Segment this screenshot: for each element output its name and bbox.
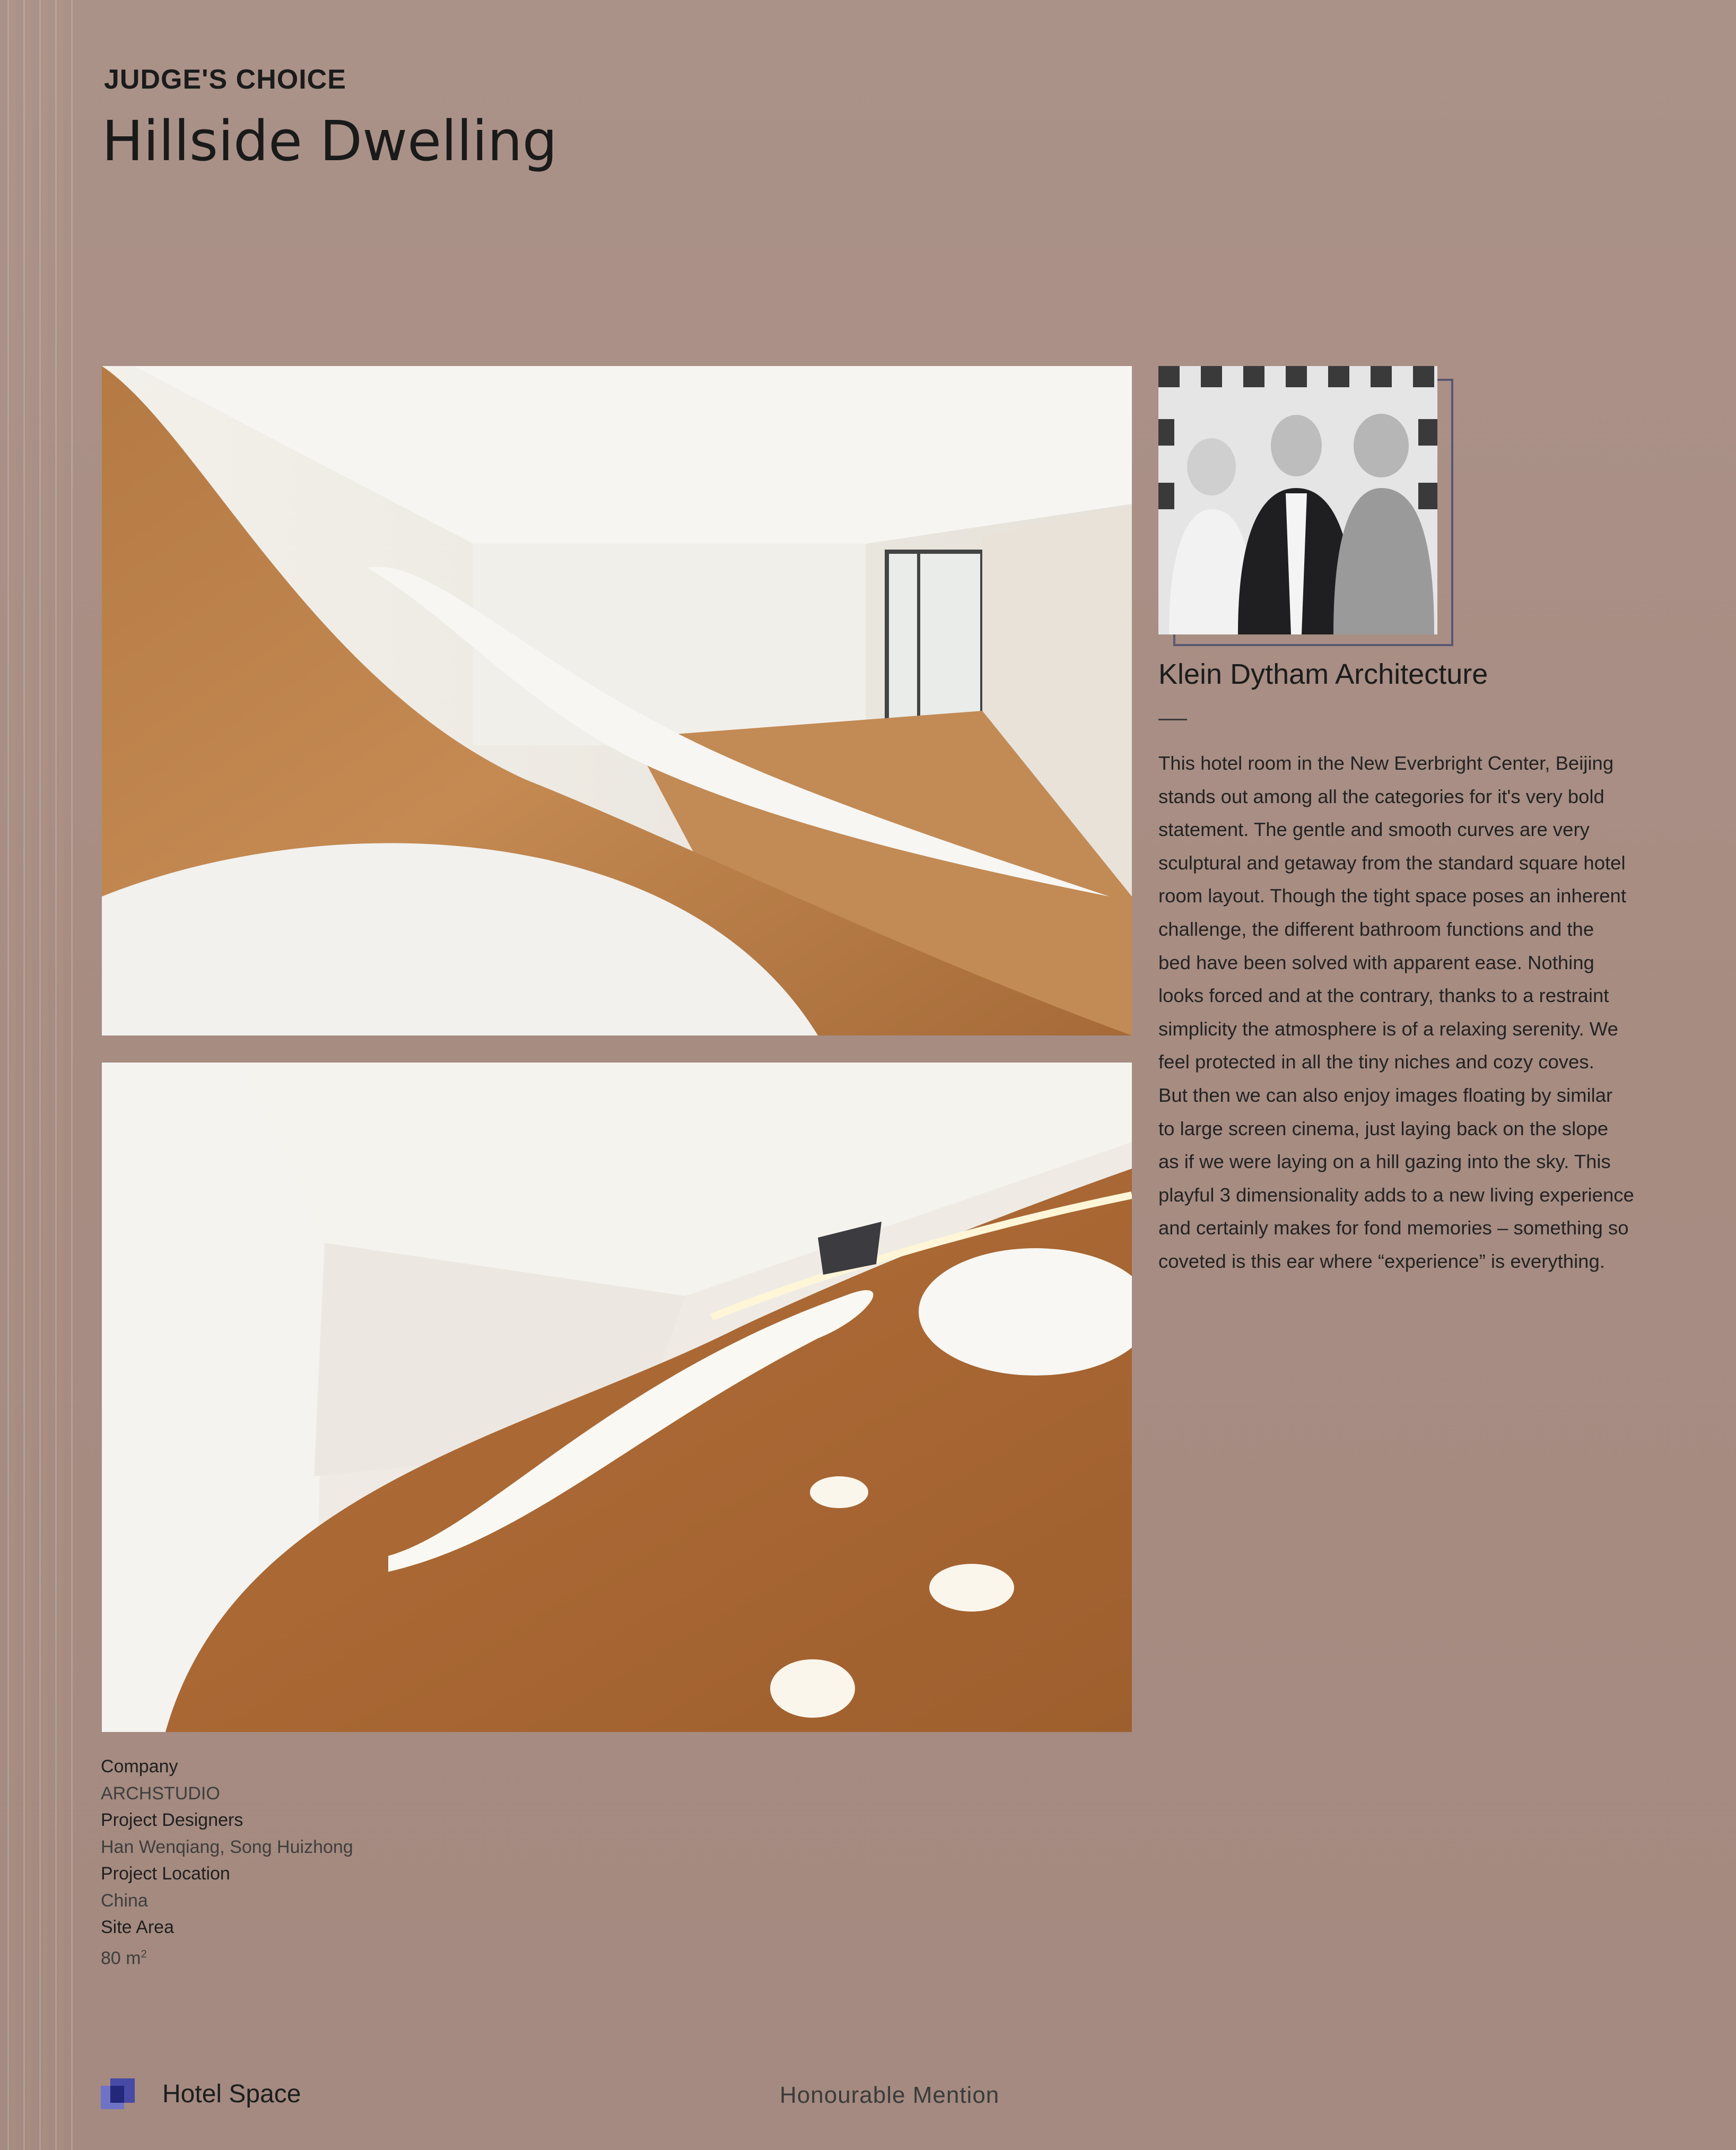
commentary-line: and certainly makes for fond memories – something so — [1158, 1217, 1629, 1239]
commentary-line: bed have been solved with apparent ease. Nothing — [1158, 951, 1594, 973]
page-title: Hillside Dwelling — [102, 109, 557, 173]
divider-rule — [1158, 719, 1187, 720]
interior-photo-top — [102, 366, 1132, 1035]
site-area-label: Site Area — [101, 1917, 174, 1937]
firm-name: Klein Dytham Architecture — [1158, 658, 1488, 690]
commentary-line: to large screen cinema, just laying back on the slope — [1158, 1117, 1609, 1139]
interior-photo-top-image — [102, 366, 1132, 1035]
architects-portrait-photo — [1158, 366, 1437, 634]
location-label: Project Location — [101, 1864, 230, 1884]
company-label: Company — [101, 1756, 178, 1777]
architects-portrait-image — [1158, 366, 1437, 634]
commentary-line: playful 3 dimensionality adds to a new living experience — [1158, 1183, 1634, 1206]
designers-value: Han Wenqiang, Song Huizhong — [101, 1836, 353, 1857]
designers-label: Project Designers — [101, 1810, 243, 1830]
site-area-unit-sup: 2 — [141, 1948, 147, 1960]
site-area-value — [101, 1941, 353, 1972]
commentary-line: simplicity the atmosphere is of a relaxing serenity. We — [1158, 1017, 1618, 1040]
commentary-line: looks forced and at the contrary, thanks to a restraint — [1158, 985, 1609, 1007]
site-area-number: 80 m — [101, 1947, 141, 1968]
company-value: ARCHSTUDIO — [101, 1783, 220, 1804]
commentary-line: sculptural and getaway from the standard square hotel — [1158, 851, 1626, 874]
commentary-line: But then we can also enjoy images floating by similar — [1158, 1084, 1613, 1106]
commentary-line: as if we were laying on a hill gazing into the sky. This — [1158, 1151, 1611, 1173]
interior-photo-bottom — [102, 1063, 1132, 1732]
project-details — [101, 1753, 353, 1971]
commentary-line: room layout. Though the tight space poses an inherent — [1158, 885, 1626, 907]
commentary-line: statement. The gentle and smooth curves are very — [1158, 819, 1590, 841]
category-square-icon — [101, 2078, 136, 2113]
judge-commentary — [1158, 747, 1689, 1278]
commentary-line: challenge, the different bathroom functions and the — [1158, 918, 1594, 940]
commentary-line: coveted is this ear where “experience” is everything. — [1158, 1250, 1605, 1272]
section-label: JUDGE'S CHOICE — [104, 64, 346, 95]
page-edge-lines — [0, 0, 74, 2150]
commentary-line: This hotel room in the New Everbright Center, Beijing — [1158, 752, 1614, 774]
location-value: China — [101, 1890, 148, 1911]
commentary-line: feel protected in all the tiny niches and cozy coves. — [1158, 1051, 1594, 1073]
footer-category: Hotel Space — [162, 2080, 301, 2108]
commentary-line: stands out among all the categories for it's very bold — [1158, 785, 1604, 807]
footer-award: Honourable Mention — [780, 2082, 1000, 2108]
interior-photo-bottom-image — [102, 1063, 1132, 1732]
